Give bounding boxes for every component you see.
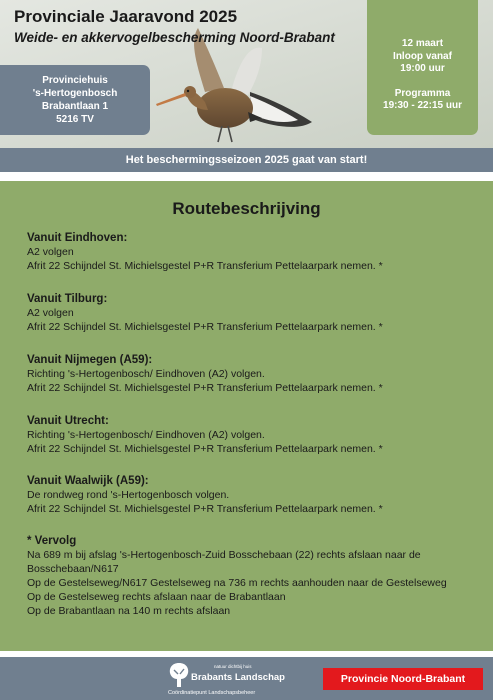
season-banner <box>0 148 493 172</box>
route-line: Afrit 22 Schijndel St. Michielsgestel P+R Transferium Pettelaarpark nemen. * <box>27 260 383 272</box>
route-line: Op de Brabantlaan na 140 m rechts afslaan <box>27 605 231 617</box>
date-info-box <box>367 0 478 135</box>
event-date: 12 maart <box>401 38 444 49</box>
provincie-name: Provincie Noord-Brabant <box>340 673 466 685</box>
route-line: Richting 's-Hertogenbosch/ Eindhoven (A2) volgen. <box>27 429 265 441</box>
route-line: De rondweg rond 's-Hertogenbosch volgen. <box>27 489 230 501</box>
route-tilburg <box>27 292 487 334</box>
program-label: Programma <box>394 87 451 99</box>
route-heading: Vanuit Waalwijk (A59): <box>27 475 149 487</box>
route-heading: Vanuit Tilburg: <box>27 293 108 305</box>
program-time: 19:30 - 22:15 uur <box>383 100 462 111</box>
route-heading: Vanuit Eindhoven: <box>27 232 128 244</box>
brabants-landschap-logo <box>168 660 285 697</box>
event-title: Provinciale Jaaravond 2025 <box>14 7 238 26</box>
venue-street: Brabantlaan 1 <box>41 101 109 112</box>
route-waalwijk <box>27 474 487 516</box>
walk-in-label: Inloop vanaf <box>393 50 452 62</box>
route-line: A2 volgen <box>27 307 74 319</box>
route-heading: Vanuit Nijmegen (A59): <box>27 354 153 366</box>
logo-subline: Coördinatiepunt Landschapsbeheer <box>168 690 256 696</box>
route-line: Richting 's-Hertogenbosch/ Eindhoven (A2) volgen. <box>27 368 265 380</box>
route-heading: Vanuit Utrecht: <box>27 415 109 427</box>
venue-address <box>0 65 150 135</box>
route-continuation <box>27 534 487 618</box>
route-line: Bosschebaan/N617 <box>27 563 119 575</box>
event-subtitle: Weide- en akkervogelbescherming Noord-Brabant <box>14 30 335 45</box>
venue-postcode: 5216 TV <box>56 114 94 125</box>
route-nijmegen <box>27 353 487 395</box>
directions-title: Routebeschrijving <box>172 199 321 218</box>
logo-name: Brabants Landschap <box>191 672 285 683</box>
venue-name: Provinciehuis <box>42 75 108 86</box>
venue-city: 's-Hertogenbosch <box>32 88 118 99</box>
route-line: Afrit 22 Schijndel St. Michielsgestel P+R Transferium Pettelaarpark nemen. * <box>27 503 383 515</box>
route-heading: * Vervolg <box>27 535 77 547</box>
walk-in-time: 19:00 uur <box>400 63 445 74</box>
header <box>0 0 493 148</box>
directions-section <box>0 181 493 651</box>
route-line: Op de Gestelseweg rechts afslaan naar de Brabantlaan <box>27 591 286 603</box>
route-line: Afrit 22 Schijndel St. Michielsgestel P+R Transferium Pettelaarpark nemen. * <box>27 443 383 455</box>
logo-tagline: natuur dichtbij huis <box>214 664 252 669</box>
route-eindhoven <box>27 231 487 273</box>
footer <box>0 657 493 700</box>
provincie-noord-brabant-logo <box>323 668 483 690</box>
tree-icon <box>168 662 190 688</box>
route-line: A2 volgen <box>27 246 74 258</box>
route-line: Op de Gestelseweg/N617 Gestelseweg na 736 m rechts aanhouden naar de Gestelseweg <box>27 577 447 589</box>
route-line: Na 689 m bij afslag 's-Hertogenbosch-Zuid Bosschebaan (22) rechts afslaan naar de <box>27 549 421 561</box>
route-utrecht <box>27 414 487 456</box>
route-line: Afrit 22 Schijndel St. Michielsgestel P+R Transferium Pettelaarpark nemen. * <box>27 321 383 333</box>
route-line: Afrit 22 Schijndel St. Michielsgestel P+R Transferium Pettelaarpark nemen. * <box>27 382 383 394</box>
banner-text: Het beschermingsseizoen 2025 gaat van start! <box>125 154 368 166</box>
